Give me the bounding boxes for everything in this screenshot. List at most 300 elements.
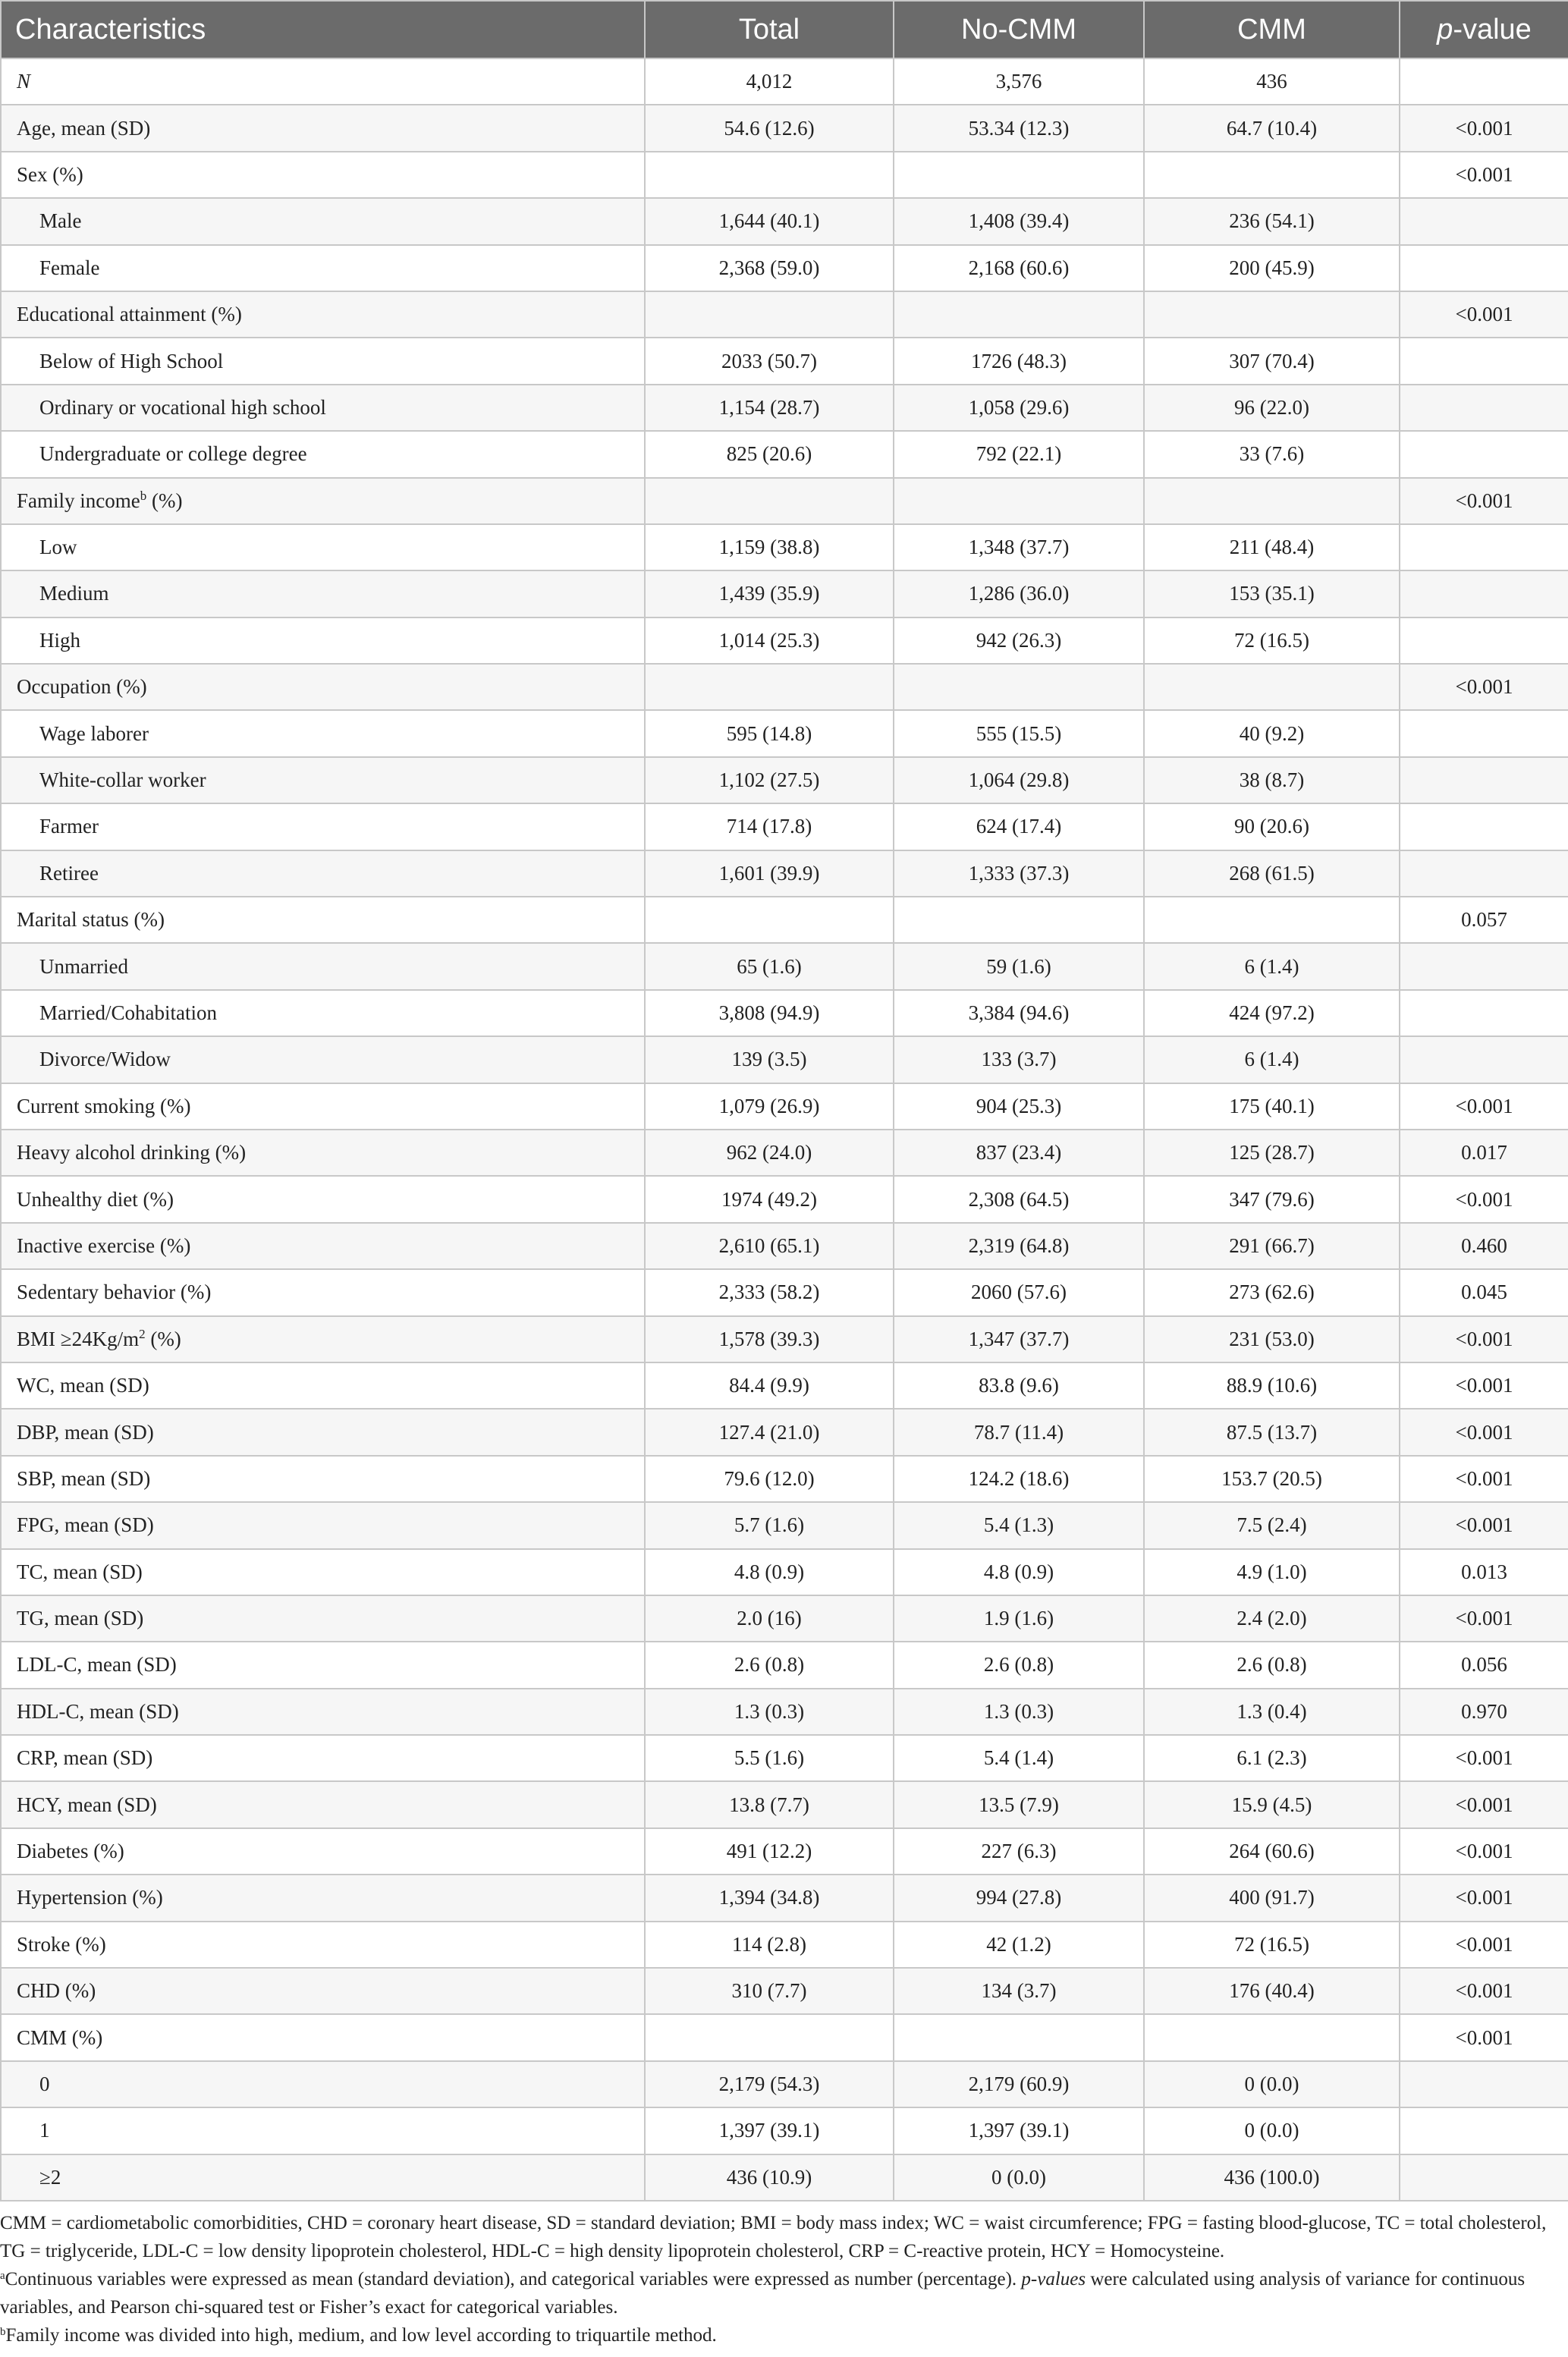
cell-p-value: [1400, 385, 1568, 431]
row-label: [1, 524, 645, 570]
cell-p-value: <0.001: [1400, 105, 1568, 151]
table-row: [1, 1036, 1568, 1083]
row-label: [1, 1176, 645, 1222]
cell-total: [645, 897, 894, 943]
cell-total: 1,578 (39.3): [645, 1316, 894, 1362]
cell-no-cmm: [894, 2014, 1144, 2060]
cell-cmm: 153 (35.1): [1144, 570, 1400, 617]
row-label-text: Divorce/Widow: [39, 1048, 171, 1071]
table-row: [1, 524, 1568, 570]
table-footnotes: [0, 2209, 1563, 2349]
cell-total: 3,808 (94.9): [645, 990, 894, 1036]
cell-p-value: <0.001: [1400, 1362, 1568, 1409]
table-row: [1, 1781, 1568, 1827]
row-label: [1, 478, 645, 524]
cell-p-value: [1400, 990, 1568, 1036]
row-label: [1, 1036, 645, 1083]
header-total: Total: [645, 1, 894, 58]
row-label: [1, 1642, 645, 1688]
footnote-a-italic: p-values: [1021, 2269, 1086, 2289]
cell-total: 5.7 (1.6): [645, 1502, 894, 1548]
cell-no-cmm: 837 (23.4): [894, 1130, 1144, 1176]
table-row: [1, 710, 1568, 756]
table-row: [1, 757, 1568, 803]
cell-no-cmm: 2,168 (60.6): [894, 245, 1144, 291]
row-label: [1, 291, 645, 338]
cell-total: 2,610 (65.1): [645, 1223, 894, 1269]
table-row: [1, 478, 1568, 524]
row-label: [1, 1595, 645, 1642]
cell-p-value: <0.001: [1400, 1781, 1568, 1827]
cell-no-cmm: 1726 (48.3): [894, 338, 1144, 384]
row-label: [1, 1130, 645, 1176]
cell-p-value: [1400, 710, 1568, 756]
cell-total: 114 (2.8): [645, 1922, 894, 1968]
cell-p-value: <0.001: [1400, 1502, 1568, 1548]
row-label: [1, 1875, 645, 1921]
row-label-text: Farmer: [39, 815, 99, 838]
cell-no-cmm: 624 (17.4): [894, 803, 1144, 850]
cell-total: 2,368 (59.0): [645, 245, 894, 291]
row-label-text: Stroke (%): [17, 1932, 106, 1956]
cell-no-cmm: 1,064 (29.8): [894, 757, 1144, 803]
cell-cmm: [1144, 152, 1400, 198]
cell-no-cmm: 2.6 (0.8): [894, 1642, 1144, 1688]
cell-total: 595 (14.8): [645, 710, 894, 756]
cell-no-cmm: 2,308 (64.5): [894, 1176, 1144, 1222]
row-label: [1, 757, 645, 803]
cell-no-cmm: 1,058 (29.6): [894, 385, 1144, 431]
row-label-text: HCY, mean (SD): [17, 1793, 157, 1816]
cell-p-value: 0.045: [1400, 1269, 1568, 1315]
cell-total: 127.4 (21.0): [645, 1409, 894, 1455]
cell-p-value: <0.001: [1400, 1409, 1568, 1455]
header-p-italic: p: [1437, 13, 1453, 46]
cell-cmm: 6.1 (2.3): [1144, 1735, 1400, 1781]
cell-total: [645, 291, 894, 338]
row-label-text: White-collar worker: [39, 768, 206, 792]
cell-cmm: 125 (28.7): [1144, 1130, 1400, 1176]
cell-total: 491 (12.2): [645, 1828, 894, 1875]
row-label: [1, 152, 645, 198]
cell-total: 65 (1.6): [645, 943, 894, 989]
row-label-text: Family income: [17, 489, 140, 512]
cell-p-value: [1400, 338, 1568, 384]
cell-total: 1.3 (0.3): [645, 1689, 894, 1735]
cell-p-value: 0.017: [1400, 1130, 1568, 1176]
row-label-text: SBP, mean (SD): [17, 1466, 151, 1490]
row-label-text: N: [17, 70, 31, 93]
row-label-text: FPG, mean (SD): [17, 1513, 154, 1537]
row-label: [1, 1269, 645, 1315]
table-row: [1, 618, 1568, 664]
table-row: [1, 245, 1568, 291]
table-row: [1, 1316, 1568, 1362]
cell-total: 2.6 (0.8): [645, 1642, 894, 1688]
footnote-a-mark: a: [0, 2270, 5, 2282]
cell-total: [645, 478, 894, 524]
cell-total: 825 (20.6): [645, 431, 894, 477]
row-label-suffix: (%): [145, 1327, 181, 1350]
cell-no-cmm: 42 (1.2): [894, 1922, 1144, 1968]
cell-no-cmm: 133 (3.7): [894, 1036, 1144, 1083]
row-label-text: 1: [39, 2119, 50, 2142]
table-row: [1, 2154, 1568, 2201]
row-label: [1, 1362, 645, 1409]
table-row: [1, 1130, 1568, 1176]
cell-no-cmm: 1.9 (1.6): [894, 1595, 1144, 1642]
cell-p-value: [1400, 2154, 1568, 2201]
cell-cmm: 291 (66.7): [1144, 1223, 1400, 1269]
cell-p-value: <0.001: [1400, 1456, 1568, 1502]
table-row: [1, 338, 1568, 384]
row-label-text: Sex (%): [17, 162, 83, 186]
row-label-text: Heavy alcohol drinking (%): [17, 1141, 247, 1164]
footnote-a: [0, 2265, 1563, 2321]
footnote-b: [0, 2321, 1563, 2349]
cell-no-cmm: 134 (3.7): [894, 1968, 1144, 2014]
row-label: [1, 943, 645, 989]
cell-p-value: 0.460: [1400, 1223, 1568, 1269]
cell-total: 1,397 (39.1): [645, 2107, 894, 2154]
row-label-text: HDL-C, mean (SD): [17, 1699, 179, 1723]
cell-total: 1,014 (25.3): [645, 618, 894, 664]
cell-cmm: [1144, 478, 1400, 524]
cell-p-value: 0.057: [1400, 897, 1568, 943]
cell-total: 714 (17.8): [645, 803, 894, 850]
cell-cmm: 436: [1144, 58, 1400, 105]
cell-total: [645, 664, 894, 710]
cell-total: 962 (24.0): [645, 1130, 894, 1176]
cell-cmm: 436 (100.0): [1144, 2154, 1400, 2201]
row-label-text: Below of High School: [39, 349, 224, 372]
row-label-text: Sedentary behavior (%): [17, 1281, 212, 1304]
header-no-cmm: No-CMM: [894, 1, 1144, 58]
cell-total: 1,079 (26.9): [645, 1083, 894, 1130]
cell-no-cmm: 1,397 (39.1): [894, 2107, 1144, 2154]
footnote-b-text: Family income was divided into high, medium, and low level according to triquartile method.: [5, 2325, 717, 2346]
cell-p-value: <0.001: [1400, 291, 1568, 338]
cell-total: 5.5 (1.6): [645, 1735, 894, 1781]
cell-total: 1,439 (35.9): [645, 570, 894, 617]
row-label-text: Occupation (%): [17, 675, 147, 699]
row-label: [1, 105, 645, 151]
cell-total: 1,601 (39.9): [645, 850, 894, 897]
cell-p-value: <0.001: [1400, 2014, 1568, 2060]
cell-p-value: [1400, 757, 1568, 803]
cell-no-cmm: 792 (22.1): [894, 431, 1144, 477]
row-label: [1, 431, 645, 477]
table-row: [1, 1828, 1568, 1875]
cell-total: 4.8 (0.9): [645, 1549, 894, 1595]
cell-total: 2.0 (16): [645, 1595, 894, 1642]
footnote-a-text-1: Continuous variables were expressed as mean (standard deviation), and categorical variables were expressed as number (percentage).: [5, 2269, 1022, 2289]
row-label: [1, 1409, 645, 1455]
cell-cmm: 64.7 (10.4): [1144, 105, 1400, 151]
row-label-text: Married/Cohabitation: [39, 1001, 217, 1024]
row-label-text: Undergraduate or college degree: [39, 442, 307, 466]
cell-cmm: [1144, 291, 1400, 338]
cell-cmm: 33 (7.6): [1144, 431, 1400, 477]
cell-total: 13.8 (7.7): [645, 1781, 894, 1827]
cell-cmm: 87.5 (13.7): [1144, 1409, 1400, 1455]
cell-p-value: <0.001: [1400, 1595, 1568, 1642]
cell-cmm: 307 (70.4): [1144, 338, 1400, 384]
row-label: [1, 1968, 645, 2014]
cell-p-value: <0.001: [1400, 1968, 1568, 2014]
header-p-value: [1400, 1, 1568, 58]
cell-no-cmm: 83.8 (9.6): [894, 1362, 1144, 1409]
cell-no-cmm: 5.4 (1.4): [894, 1735, 1144, 1781]
row-label: [1, 1549, 645, 1595]
cell-cmm: 264 (60.6): [1144, 1828, 1400, 1875]
row-label: [1, 1828, 645, 1875]
table-row: [1, 850, 1568, 897]
row-label: [1, 2061, 645, 2107]
cell-no-cmm: 124.2 (18.6): [894, 1456, 1144, 1502]
table-row: [1, 431, 1568, 477]
cell-total: 2,333 (58.2): [645, 1269, 894, 1315]
cell-no-cmm: [894, 664, 1144, 710]
table-row: [1, 664, 1568, 710]
table-row: [1, 1642, 1568, 1688]
cell-p-value: [1400, 1036, 1568, 1083]
row-label-text: Current smoking (%): [17, 1094, 191, 1117]
cell-p-value: [1400, 850, 1568, 897]
cell-cmm: 15.9 (4.5): [1144, 1781, 1400, 1827]
table-row: [1, 291, 1568, 338]
row-label-text: Inactive exercise (%): [17, 1233, 191, 1257]
table-row: [1, 1409, 1568, 1455]
cell-cmm: 153.7 (20.5): [1144, 1456, 1400, 1502]
table-row: [1, 897, 1568, 943]
cell-total: 436 (10.9): [645, 2154, 894, 2201]
table-row: [1, 1362, 1568, 1409]
cell-cmm: 7.5 (2.4): [1144, 1502, 1400, 1548]
row-label: [1, 2107, 645, 2154]
cell-no-cmm: 1,333 (37.3): [894, 850, 1144, 897]
cell-no-cmm: 78.7 (11.4): [894, 1409, 1144, 1455]
cell-total: 4,012: [645, 58, 894, 105]
row-label: [1, 897, 645, 943]
cell-p-value: <0.001: [1400, 1083, 1568, 1130]
row-label: [1, 338, 645, 384]
table-body: [1, 58, 1568, 2201]
cell-p-value: <0.001: [1400, 1735, 1568, 1781]
cell-no-cmm: 1,408 (39.4): [894, 198, 1144, 244]
table-row: [1, 1968, 1568, 2014]
row-label-text: Low: [39, 536, 77, 559]
table-row: [1, 1269, 1568, 1315]
row-label: [1, 1316, 645, 1362]
cell-p-value: [1400, 2061, 1568, 2107]
table-row: [1, 2061, 1568, 2107]
cell-cmm: [1144, 897, 1400, 943]
table-row: [1, 198, 1568, 244]
footnote-a-text-2: were calculated using analysis of variance for continuous variables, and Pearson chi-squared test or Fisher’s exact for categorical variables.: [0, 2269, 1526, 2318]
cell-cmm: 40 (9.2): [1144, 710, 1400, 756]
row-label: [1, 2014, 645, 2060]
row-label-text: TG, mean (SD): [17, 1607, 144, 1630]
cell-cmm: 4.9 (1.0): [1144, 1549, 1400, 1595]
cell-p-value: [1400, 570, 1568, 617]
row-label: [1, 198, 645, 244]
row-label: [1, 1922, 645, 1968]
cell-total: 54.6 (12.6): [645, 105, 894, 151]
cell-p-value: 0.970: [1400, 1689, 1568, 1735]
table-row: [1, 1875, 1568, 1921]
row-label-text: LDL-C, mean (SD): [17, 1653, 177, 1677]
table-row: [1, 803, 1568, 850]
cell-total: 2033 (50.7): [645, 338, 894, 384]
row-label-text: High: [39, 628, 80, 652]
row-label-text: Wage laborer: [39, 721, 149, 745]
cell-cmm: 2.6 (0.8): [1144, 1642, 1400, 1688]
footnote-b-mark: b: [0, 2326, 6, 2338]
cell-p-value: [1400, 2107, 1568, 2154]
row-label: [1, 58, 645, 105]
row-label-text: Ordinary or vocational high school: [39, 395, 326, 419]
row-label-text: 0: [39, 2072, 50, 2095]
cell-no-cmm: 555 (15.5): [894, 710, 1144, 756]
cell-cmm: 176 (40.4): [1144, 1968, 1400, 2014]
row-label-text: TC, mean (SD): [17, 1560, 143, 1583]
cell-no-cmm: 2,319 (64.8): [894, 1223, 1144, 1269]
cell-p-value: [1400, 524, 1568, 570]
table-row: [1, 385, 1568, 431]
row-label-text: Female: [39, 256, 100, 279]
row-label: [1, 570, 645, 617]
table-row: [1, 2107, 1568, 2154]
cell-no-cmm: 1,347 (37.7): [894, 1316, 1144, 1362]
cell-total: 139 (3.5): [645, 1036, 894, 1083]
cell-p-value: <0.001: [1400, 152, 1568, 198]
cell-no-cmm: [894, 152, 1144, 198]
cell-total: 84.4 (9.9): [645, 1362, 894, 1409]
cell-no-cmm: 3,576: [894, 58, 1144, 105]
table-row: [1, 1176, 1568, 1222]
cell-total: 1,154 (28.7): [645, 385, 894, 431]
row-label: [1, 990, 645, 1036]
cell-cmm: 0 (0.0): [1144, 2107, 1400, 2154]
cell-cmm: 273 (62.6): [1144, 1269, 1400, 1315]
cell-cmm: 268 (61.5): [1144, 850, 1400, 897]
row-label-text: Male: [39, 209, 82, 233]
row-label: [1, 245, 645, 291]
cell-cmm: [1144, 2014, 1400, 2060]
row-label-text: Medium: [39, 582, 109, 605]
cell-no-cmm: 3,384 (94.6): [894, 990, 1144, 1036]
cell-p-value: [1400, 58, 1568, 105]
cell-cmm: 6 (1.4): [1144, 1036, 1400, 1083]
row-label: [1, 1689, 645, 1735]
row-label-text: CRP, mean (SD): [17, 1746, 153, 1770]
row-label: [1, 850, 645, 897]
cell-no-cmm: 1,348 (37.7): [894, 524, 1144, 570]
cell-no-cmm: 1,286 (36.0): [894, 570, 1144, 617]
cell-total: [645, 152, 894, 198]
table-row: [1, 1922, 1568, 1968]
row-label-text: Age, mean (SD): [17, 116, 151, 140]
cell-p-value: <0.001: [1400, 1828, 1568, 1875]
cell-p-value: 0.056: [1400, 1642, 1568, 1688]
row-label: [1, 2154, 645, 2201]
row-label: [1, 1083, 645, 1130]
table-row: [1, 58, 1568, 105]
row-label-text: ≥2: [39, 2165, 61, 2189]
row-label-suffix: (%): [146, 489, 183, 512]
cell-no-cmm: 1.3 (0.3): [894, 1689, 1144, 1735]
header-row: [1, 1, 1568, 58]
row-label-text: BMI ≥24Kg/m: [17, 1327, 140, 1350]
row-label: [1, 1781, 645, 1827]
table-row: [1, 570, 1568, 617]
cell-p-value: [1400, 618, 1568, 664]
cell-no-cmm: [894, 291, 1144, 338]
cell-p-value: <0.001: [1400, 1176, 1568, 1222]
cell-no-cmm: 942 (26.3): [894, 618, 1144, 664]
table-row: [1, 105, 1568, 151]
row-label-text: Diabetes (%): [17, 1840, 124, 1863]
cell-total: 310 (7.7): [645, 1968, 894, 2014]
cell-no-cmm: 2,179 (60.9): [894, 2061, 1144, 2107]
cell-p-value: [1400, 803, 1568, 850]
cell-cmm: 96 (22.0): [1144, 385, 1400, 431]
cell-no-cmm: 5.4 (1.3): [894, 1502, 1144, 1548]
cell-total: 1,394 (34.8): [645, 1875, 894, 1921]
row-label: [1, 618, 645, 664]
row-label-text: Educational attainment (%): [17, 303, 242, 326]
table-row: [1, 1689, 1568, 1735]
cell-p-value: [1400, 198, 1568, 244]
cell-cmm: 72 (16.5): [1144, 618, 1400, 664]
table-row: [1, 1502, 1568, 1548]
cell-cmm: 90 (20.6): [1144, 803, 1400, 850]
cell-no-cmm: 59 (1.6): [894, 943, 1144, 989]
row-label-superscript: 2: [139, 1326, 146, 1341]
cell-no-cmm: 904 (25.3): [894, 1083, 1144, 1130]
cell-cmm: 424 (97.2): [1144, 990, 1400, 1036]
cell-cmm: 231 (53.0): [1144, 1316, 1400, 1362]
row-label-text: Marital status (%): [17, 908, 165, 932]
cell-p-value: [1400, 431, 1568, 477]
cell-cmm: 347 (79.6): [1144, 1176, 1400, 1222]
row-label-text: Retiree: [39, 861, 99, 885]
table-row: [1, 1595, 1568, 1642]
cell-total: 2,179 (54.3): [645, 2061, 894, 2107]
table-row: [1, 2014, 1568, 2060]
row-label: [1, 1735, 645, 1781]
row-label-text: Unmarried: [39, 954, 128, 978]
table-row: [1, 152, 1568, 198]
row-label-text: CMM (%): [17, 2025, 103, 2049]
row-label: [1, 803, 645, 850]
cell-no-cmm: 4.8 (0.9): [894, 1549, 1144, 1595]
header-characteristics: Characteristics: [1, 1, 645, 58]
header-p-rest: -value: [1453, 13, 1532, 46]
table-row: [1, 1456, 1568, 1502]
cell-p-value: 0.013: [1400, 1549, 1568, 1595]
cell-cmm: [1144, 664, 1400, 710]
cell-p-value: <0.001: [1400, 1922, 1568, 1968]
cell-cmm: 236 (54.1): [1144, 198, 1400, 244]
cell-total: 1,159 (38.8): [645, 524, 894, 570]
cell-cmm: 200 (45.9): [1144, 245, 1400, 291]
table-row: [1, 1083, 1568, 1130]
row-label-text: WC, mean (SD): [17, 1374, 149, 1397]
row-label-superscript: b: [140, 488, 147, 503]
cell-total: 79.6 (12.0): [645, 1456, 894, 1502]
